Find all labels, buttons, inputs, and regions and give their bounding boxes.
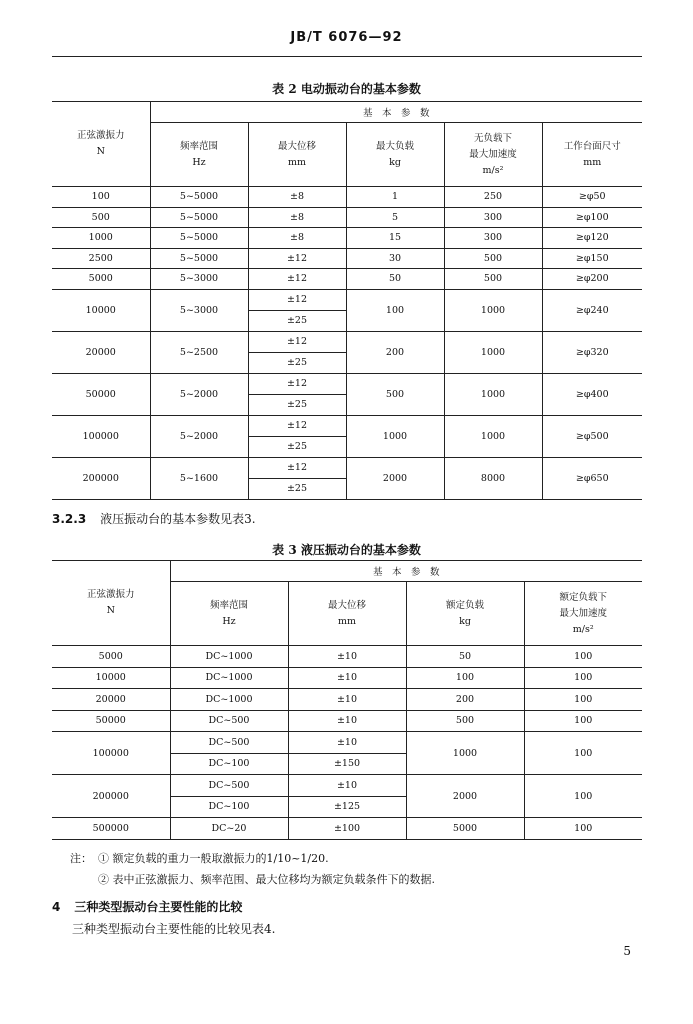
section-4-heading bbox=[52, 898, 242, 915]
freq-cell: DC~100 bbox=[170, 753, 288, 775]
load-cell: 5 bbox=[346, 207, 444, 228]
size-cell: ≥φ240 bbox=[542, 289, 642, 331]
acc-cell: 1000 bbox=[444, 331, 542, 373]
table3 bbox=[52, 560, 642, 840]
table-row bbox=[52, 818, 642, 840]
table2-caption: 表 2 电动振动台的基本参数 bbox=[272, 82, 421, 96]
force-cell: 500000 bbox=[52, 818, 170, 840]
header-line: 正弦激振力 bbox=[76, 130, 125, 141]
disp-cell: ±25 bbox=[248, 436, 346, 457]
disp-cell: ±12 bbox=[248, 289, 346, 310]
note-2: ② 表中正弦激振力、频率范围、最大位移均为额定负载条件下的数据. bbox=[98, 873, 435, 886]
force-cell: 1000 bbox=[52, 228, 150, 249]
freq-cell: 5~2500 bbox=[150, 331, 248, 373]
load-cell: 100 bbox=[406, 667, 524, 689]
table-row bbox=[52, 710, 642, 732]
load-cell: 100 bbox=[346, 289, 444, 331]
force-cell: 50000 bbox=[52, 710, 170, 732]
acc-cell: 8000 bbox=[444, 457, 542, 499]
table-row bbox=[52, 689, 642, 711]
table-row bbox=[52, 187, 642, 208]
header-line: 频率范围 bbox=[179, 140, 218, 152]
header-line: Hz bbox=[192, 156, 206, 168]
disp-cell: ±10 bbox=[288, 732, 406, 754]
disp-cell: ±10 bbox=[288, 689, 406, 711]
load-cell: 500 bbox=[406, 710, 524, 732]
force-cell: 20000 bbox=[52, 689, 170, 711]
column-header bbox=[524, 582, 642, 646]
size-cell: ≥φ400 bbox=[542, 373, 642, 415]
column-header bbox=[248, 123, 346, 187]
load-cell: 5000 bbox=[406, 818, 524, 840]
force-header bbox=[52, 102, 150, 187]
load-cell: 200 bbox=[346, 331, 444, 373]
acc-cell: 1000 bbox=[444, 373, 542, 415]
document-header: JB/T 6076—92 bbox=[290, 30, 403, 45]
header-line: 额定负载 bbox=[445, 599, 484, 611]
load-cell: 30 bbox=[346, 248, 444, 269]
group-header: 基 本 参 数 bbox=[170, 561, 642, 582]
acc-cell: 100 bbox=[524, 689, 642, 711]
section-title: 三种类型振动台主要性能的比较 bbox=[74, 900, 243, 914]
force-cell: 50000 bbox=[52, 373, 150, 415]
size-cell: ≥φ320 bbox=[542, 331, 642, 373]
acc-cell: 1000 bbox=[444, 289, 542, 331]
table-row bbox=[52, 667, 642, 689]
table-row bbox=[52, 732, 642, 754]
force-cell: 2500 bbox=[52, 248, 150, 269]
header-line: 正弦激振力 bbox=[86, 589, 135, 600]
acc-cell: 1000 bbox=[444, 415, 542, 457]
size-cell: ≥φ100 bbox=[542, 207, 642, 228]
acc-cell: 100 bbox=[524, 775, 642, 818]
freq-cell: DC~500 bbox=[170, 710, 288, 732]
load-cell: 50 bbox=[406, 646, 524, 668]
disp-cell: ±12 bbox=[248, 415, 346, 436]
header-line: N bbox=[106, 605, 115, 616]
header-line: 无负载下 bbox=[473, 132, 512, 144]
load-cell: 200 bbox=[406, 689, 524, 711]
force-cell: 100000 bbox=[52, 732, 170, 775]
table3-caption: 表 3 液压振动台的基本参数 bbox=[272, 543, 421, 557]
header-line: 工作台面尺寸 bbox=[563, 140, 621, 152]
header-line: mm bbox=[287, 156, 307, 168]
freq-cell: DC~500 bbox=[170, 775, 288, 797]
freq-cell: DC~1000 bbox=[170, 646, 288, 668]
table-row bbox=[52, 373, 642, 394]
acc-cell: 250 bbox=[444, 187, 542, 208]
disp-cell: ±8 bbox=[248, 228, 346, 249]
header-line: N bbox=[96, 146, 105, 157]
column-header bbox=[406, 582, 524, 646]
header-line: 额定负载下 bbox=[559, 591, 607, 603]
disp-cell: ±8 bbox=[248, 207, 346, 228]
table-row bbox=[52, 646, 642, 668]
freq-cell: DC~1000 bbox=[170, 689, 288, 711]
load-cell: 1000 bbox=[406, 732, 524, 775]
column-header bbox=[542, 123, 642, 187]
force-cell: 200000 bbox=[52, 775, 170, 818]
header-line: 最大加速度 bbox=[559, 607, 607, 619]
disp-cell: ±8 bbox=[248, 187, 346, 208]
freq-cell: 5~3000 bbox=[150, 269, 248, 290]
freq-cell: 5~2000 bbox=[150, 373, 248, 415]
size-cell: ≥φ650 bbox=[542, 457, 642, 499]
acc-cell: 100 bbox=[524, 667, 642, 689]
freq-cell: DC~500 bbox=[170, 732, 288, 754]
disp-cell: ±12 bbox=[248, 457, 346, 478]
header-line: mm bbox=[583, 156, 602, 168]
load-cell: 1 bbox=[346, 187, 444, 208]
force-cell: 500 bbox=[52, 207, 150, 228]
table-row bbox=[52, 331, 642, 352]
group-header: 基 本 参 数 bbox=[150, 102, 642, 123]
note-1: ① 额定负载的重力一般取激振力的1/10~1/20. bbox=[98, 852, 329, 865]
acc-cell: 100 bbox=[524, 732, 642, 775]
section-number: 4 bbox=[52, 900, 61, 914]
freq-cell: 5~1600 bbox=[150, 457, 248, 499]
header-line: 频率范围 bbox=[209, 599, 248, 611]
header-line: m/s² bbox=[482, 164, 504, 176]
disp-cell: ±12 bbox=[248, 269, 346, 290]
disp-cell: ±10 bbox=[288, 646, 406, 668]
header-line: 最大负载 bbox=[375, 140, 414, 152]
acc-cell: 500 bbox=[444, 269, 542, 290]
disp-cell: ±10 bbox=[288, 710, 406, 732]
column-header bbox=[150, 123, 248, 187]
header-rule bbox=[52, 56, 642, 57]
header-line: 最大位移 bbox=[277, 140, 316, 152]
header-line: 最大加速度 bbox=[469, 148, 517, 160]
force-cell: 10000 bbox=[52, 289, 150, 331]
acc-cell: 100 bbox=[524, 710, 642, 732]
disp-cell: ±125 bbox=[288, 796, 406, 818]
freq-cell: DC~20 bbox=[170, 818, 288, 840]
header-line: kg bbox=[389, 156, 401, 168]
header-line: 最大位移 bbox=[327, 599, 366, 611]
force-header bbox=[52, 561, 170, 646]
section-4-text: 三种类型振动台主要性能的比较见表4. bbox=[72, 922, 276, 936]
note-label: 注： bbox=[70, 852, 92, 865]
table-row bbox=[52, 207, 642, 228]
table-row bbox=[52, 269, 642, 290]
table-row bbox=[52, 228, 642, 249]
force-cell: 100 bbox=[52, 187, 150, 208]
force-cell: 10000 bbox=[52, 667, 170, 689]
freq-cell: 5~5000 bbox=[150, 228, 248, 249]
force-cell: 100000 bbox=[52, 415, 150, 457]
load-cell: 1000 bbox=[346, 415, 444, 457]
freq-cell: DC~100 bbox=[170, 796, 288, 818]
table-row bbox=[52, 248, 642, 269]
header-line: Hz bbox=[222, 615, 236, 627]
header-line: mm bbox=[337, 615, 357, 627]
column-header bbox=[288, 582, 406, 646]
disp-cell: ±150 bbox=[288, 753, 406, 775]
table-row bbox=[52, 775, 642, 797]
header-line: kg bbox=[459, 615, 471, 627]
disp-cell: ±25 bbox=[248, 310, 346, 331]
section-number: 3.2.3 bbox=[52, 512, 87, 526]
size-cell: ≥φ200 bbox=[542, 269, 642, 290]
force-cell: 5000 bbox=[52, 269, 150, 290]
load-cell: 50 bbox=[346, 269, 444, 290]
disp-cell: ±100 bbox=[288, 818, 406, 840]
freq-cell: 5~5000 bbox=[150, 187, 248, 208]
header-line: m/s² bbox=[572, 623, 594, 635]
acc-cell: 500 bbox=[444, 248, 542, 269]
load-cell: 2000 bbox=[406, 775, 524, 818]
column-header bbox=[346, 123, 444, 187]
load-cell: 2000 bbox=[346, 457, 444, 499]
freq-cell: 5~2000 bbox=[150, 415, 248, 457]
disp-cell: ±25 bbox=[248, 352, 346, 373]
force-cell: 5000 bbox=[52, 646, 170, 668]
disp-cell: ±25 bbox=[248, 394, 346, 415]
size-cell: ≥φ120 bbox=[542, 228, 642, 249]
force-cell: 20000 bbox=[52, 331, 150, 373]
section-3-2-3 bbox=[52, 510, 256, 527]
disp-cell: ±10 bbox=[288, 667, 406, 689]
table-row bbox=[52, 415, 642, 436]
column-header bbox=[170, 582, 288, 646]
table-row bbox=[52, 457, 642, 478]
freq-cell: DC~1000 bbox=[170, 667, 288, 689]
size-cell: ≥φ50 bbox=[542, 187, 642, 208]
acc-cell: 100 bbox=[524, 818, 642, 840]
freq-cell: 5~5000 bbox=[150, 207, 248, 228]
disp-cell: ±12 bbox=[248, 331, 346, 352]
freq-cell: 5~5000 bbox=[150, 248, 248, 269]
acc-cell: 100 bbox=[524, 646, 642, 668]
force-cell: 200000 bbox=[52, 457, 150, 499]
table-row bbox=[52, 289, 642, 310]
load-cell: 500 bbox=[346, 373, 444, 415]
disp-cell: ±12 bbox=[248, 373, 346, 394]
disp-cell: ±10 bbox=[288, 775, 406, 797]
section-text: 液压振动台的基本参数见表3. bbox=[100, 512, 256, 526]
column-header bbox=[444, 123, 542, 187]
disp-cell: ±25 bbox=[248, 478, 346, 499]
acc-cell: 300 bbox=[444, 207, 542, 228]
size-cell: ≥φ150 bbox=[542, 248, 642, 269]
table2 bbox=[52, 101, 642, 500]
page-number: 5 bbox=[623, 944, 631, 958]
size-cell: ≥φ500 bbox=[542, 415, 642, 457]
disp-cell: ±12 bbox=[248, 248, 346, 269]
freq-cell: 5~3000 bbox=[150, 289, 248, 331]
load-cell: 15 bbox=[346, 228, 444, 249]
acc-cell: 300 bbox=[444, 228, 542, 249]
